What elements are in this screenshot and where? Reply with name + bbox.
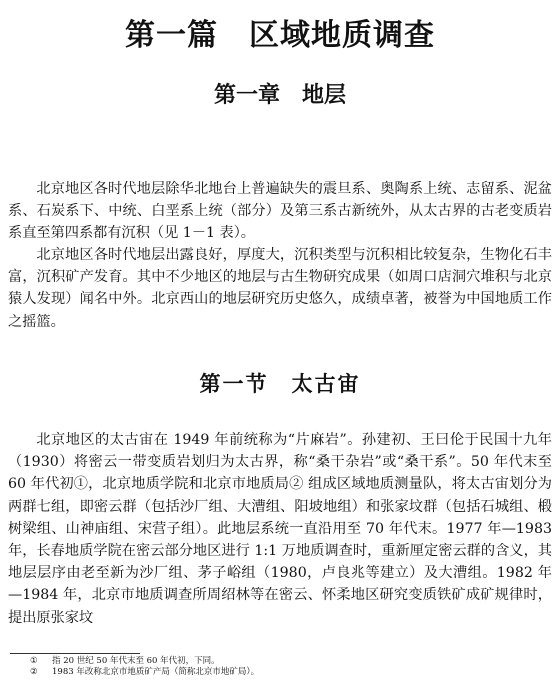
footnote-text: 1983 年改称北京市地质矿产局（简称北京市地矿局）。 <box>52 667 260 677</box>
intro-paragraph-2: 北京地区各时代地层出露良好，厚度大，沉积类型与沉积相比较复杂，生物化石丰富，沉积矿产发育。其中不少地区的地层与古生物研究成果（如周口店洞穴堆积与北京猿人发现）闻名中外。北京西山的地层研究历史悠久，成绩卓著，被誉为中国地质工作之摇篮。 <box>8 247 552 330</box>
intro-paragraph-1: 北京地区各时代地层除华北地台上普遍缺失的震旦系、奥陶系上统、志留系、泥盆系、石炭系下、中统、白垩系上统（部分）及第三系古新统外，从太古界的古老变质岩系直至第四系都有沉积（见 1－1 表）。 <box>8 181 552 242</box>
section-paragraph: 北京地区的太古宙在 1949 年前统称为“片麻岩”。孙建初、王曰伦于民国十九年（1930）将密云一带变质岩划归为太古界，称“桑干杂岩”或“桑干系”。50 年代末至 60 年代初①，北京地质学院和北京市地质局② 组成区域地质测量队，将太古宙划分为两群七组，即密云群（包括沙厂组、大漕组、阳坡地组）和张家坟群（包括石城组、椴树梁组、山神庙组、宋营子组）。此地层系统一直沿用至 70 年代末。1977 年—1983 年，长春地质学院在密云部分地区进行 1:1 万地质调查时，重新厘定密云群的含义，其地层层序由老至新为沙厂组、茅子峪组（1980，卢良兆等建立）及大漕组。1982 年—1984 年，北京市地质调查所周绍林等在密云、怀柔地区研究变质铁矿成矿规律时，提出原张家坟 <box>8 432 552 626</box>
footnote-divider <box>10 653 140 654</box>
footnotes <box>30 656 530 678</box>
footnote-1 <box>30 656 530 667</box>
section-title: 第一节 太古宙 <box>199 371 361 396</box>
footnote-mark: ① <box>30 656 38 666</box>
footnote-text: 指 20 世纪 50 年代末至 60 年代初，下同。 <box>52 656 220 666</box>
footnote-mark: ② <box>30 667 38 677</box>
footnote-2 <box>30 667 530 678</box>
part-title: 第一篇 区域地质调查 <box>125 18 435 53</box>
chapter-title: 第一章 地层 <box>213 83 346 108</box>
